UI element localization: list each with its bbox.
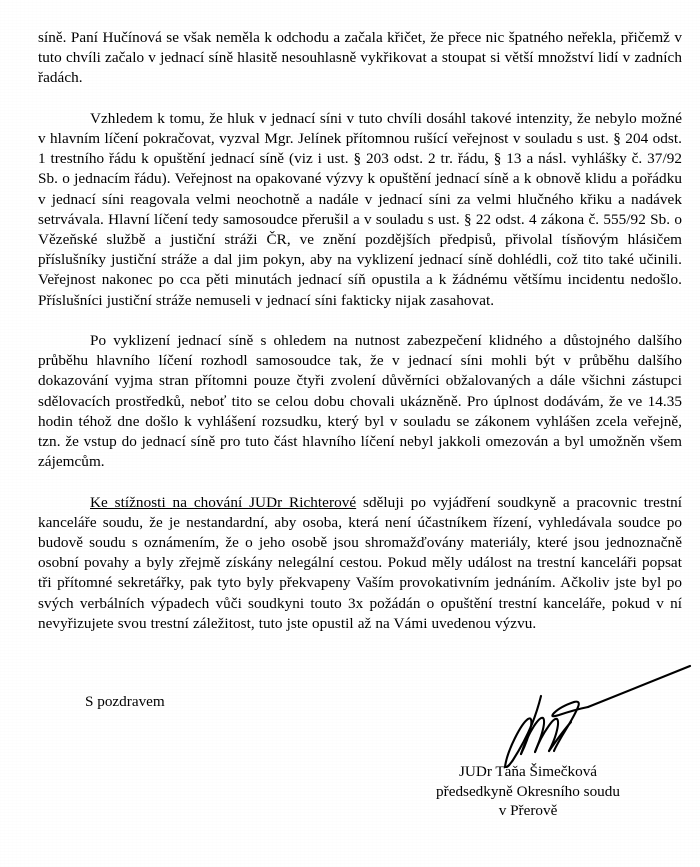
paragraph-2: Vzhledem k tomu, že hluk v jednací síni v tuto chvíli dosáhl takové intenzity, že nebylo možné v hlavním líčení pokračovat, vyzval Mgr. Jelínek přítomnou rušící veřejnost v souladu s ust. § 204 odst. 1 trestního řádu k opuštění jednací síně (viz i ust. § 203 odst. 2 tr. řádu, § 13 a násl. vyhlášky č. 37/92 Sb. o jednacím řádu). Veřejnost na opakované výzvy k opuštění jednací síně a k obnově klidu a pořádku v jednací síni reagovala velmi neochotně a nadále v jednací síni za velmi hlučného křiku a nadávek setrvávala. Hlavní líčení tedy samosoudce přerušil a v souladu s ust. § 22 odst. 4 zákona č. 555/92 Sb. o Vězeňské službě a justiční stráži ČR, ve znění pozdějších předpisů, přivolal tísňovým hlásičem příslušníky justiční stráže a dal jim pokyn, aby na vyklizení jednací síně dohlédli, což tito také učinili. Veřejnost nakonec po cca pěti minutách jednací síň opustila a k žádnému většímu incidentu nedošlo. Příslušníci justiční stráže nemuseli v jednací síni fakticky nijak zasahovat. (38, 109, 682, 309)
paragraph-4 (38, 493, 682, 634)
signer-place: v Přerově (498, 802, 558, 819)
signature-block (398, 762, 658, 821)
paragraph-1: síně. Paní Hučínová se však neměla k odchodu a začala křičet, že přece nic špatného neřekla, přičemž v tuto chvíli začalo v jednací síně hlasitě nesouhlasně vykřikovat a stoupat si větší množství lidí v zadních řadách. (38, 29, 682, 87)
complaint-subject-underlined: Ke stížnosti na chování JUDr Richterové (90, 493, 357, 511)
signer-name: JUDr Táňa Šimečková (458, 763, 598, 780)
closing-salutation: S pozdravem (85, 693, 165, 710)
document-body (38, 28, 682, 634)
paragraph-4-text: sděluji po vyjádření soudkyně a pracovnic trestní kanceláře soudu, že je nestandardní, aby osoba, která není účastníkem řízení, vyhledávala soudce po budově soudu s oznámením, že o jeho osobě jsou shromažďovány materiály, které jsou jednoznačně osobní povahy a byly zřejmě získány nelegální cestou. Pokud měly událost na trestní kanceláři popsat tři přítomné sekretářky, pak tyto byly překvapeny Vaším provokativním jednáním. Ačkoliv jste byl po svých verbálních výpadech vůči soudkyni touto 3x požádán o opuštění trestní kanceláře, pokud v ní nevyřizujete svou trestní záležitost, tuto jste opustil až na Vámi uvedenou výzvu. (38, 493, 683, 632)
paragraph-3: Po vyklizení jednací síně s ohledem na nutnost zabezpečení klidného a důstojného dalšího průběhu hlavního líčení rozhodl samosoudce tak, že v jednací síni mohli být v průběhu dalšího dokazování vyjma stran přítomni pouze čtyři zvolení důvěrníci obžalovaných a dále všichni zástupci sdělovacích prostředků, neboť tito se celou dobu chovali ukázněně. Pro úplnost dodávám, že ve 14.35 hodin téhož dne došlo k vyhlášení rozsudku, který byl v souladu se zákonem vyhlášen zcela veřejně, tzn. že vstup do jednací síně pro tuto část hlavního líčení nebyl jakkoli omezován a byl umožněn všem zájemcům. (38, 332, 682, 471)
handwritten-signature-icon (428, 660, 700, 768)
signer-title: předsedkyně Okresního soudu (436, 782, 620, 800)
